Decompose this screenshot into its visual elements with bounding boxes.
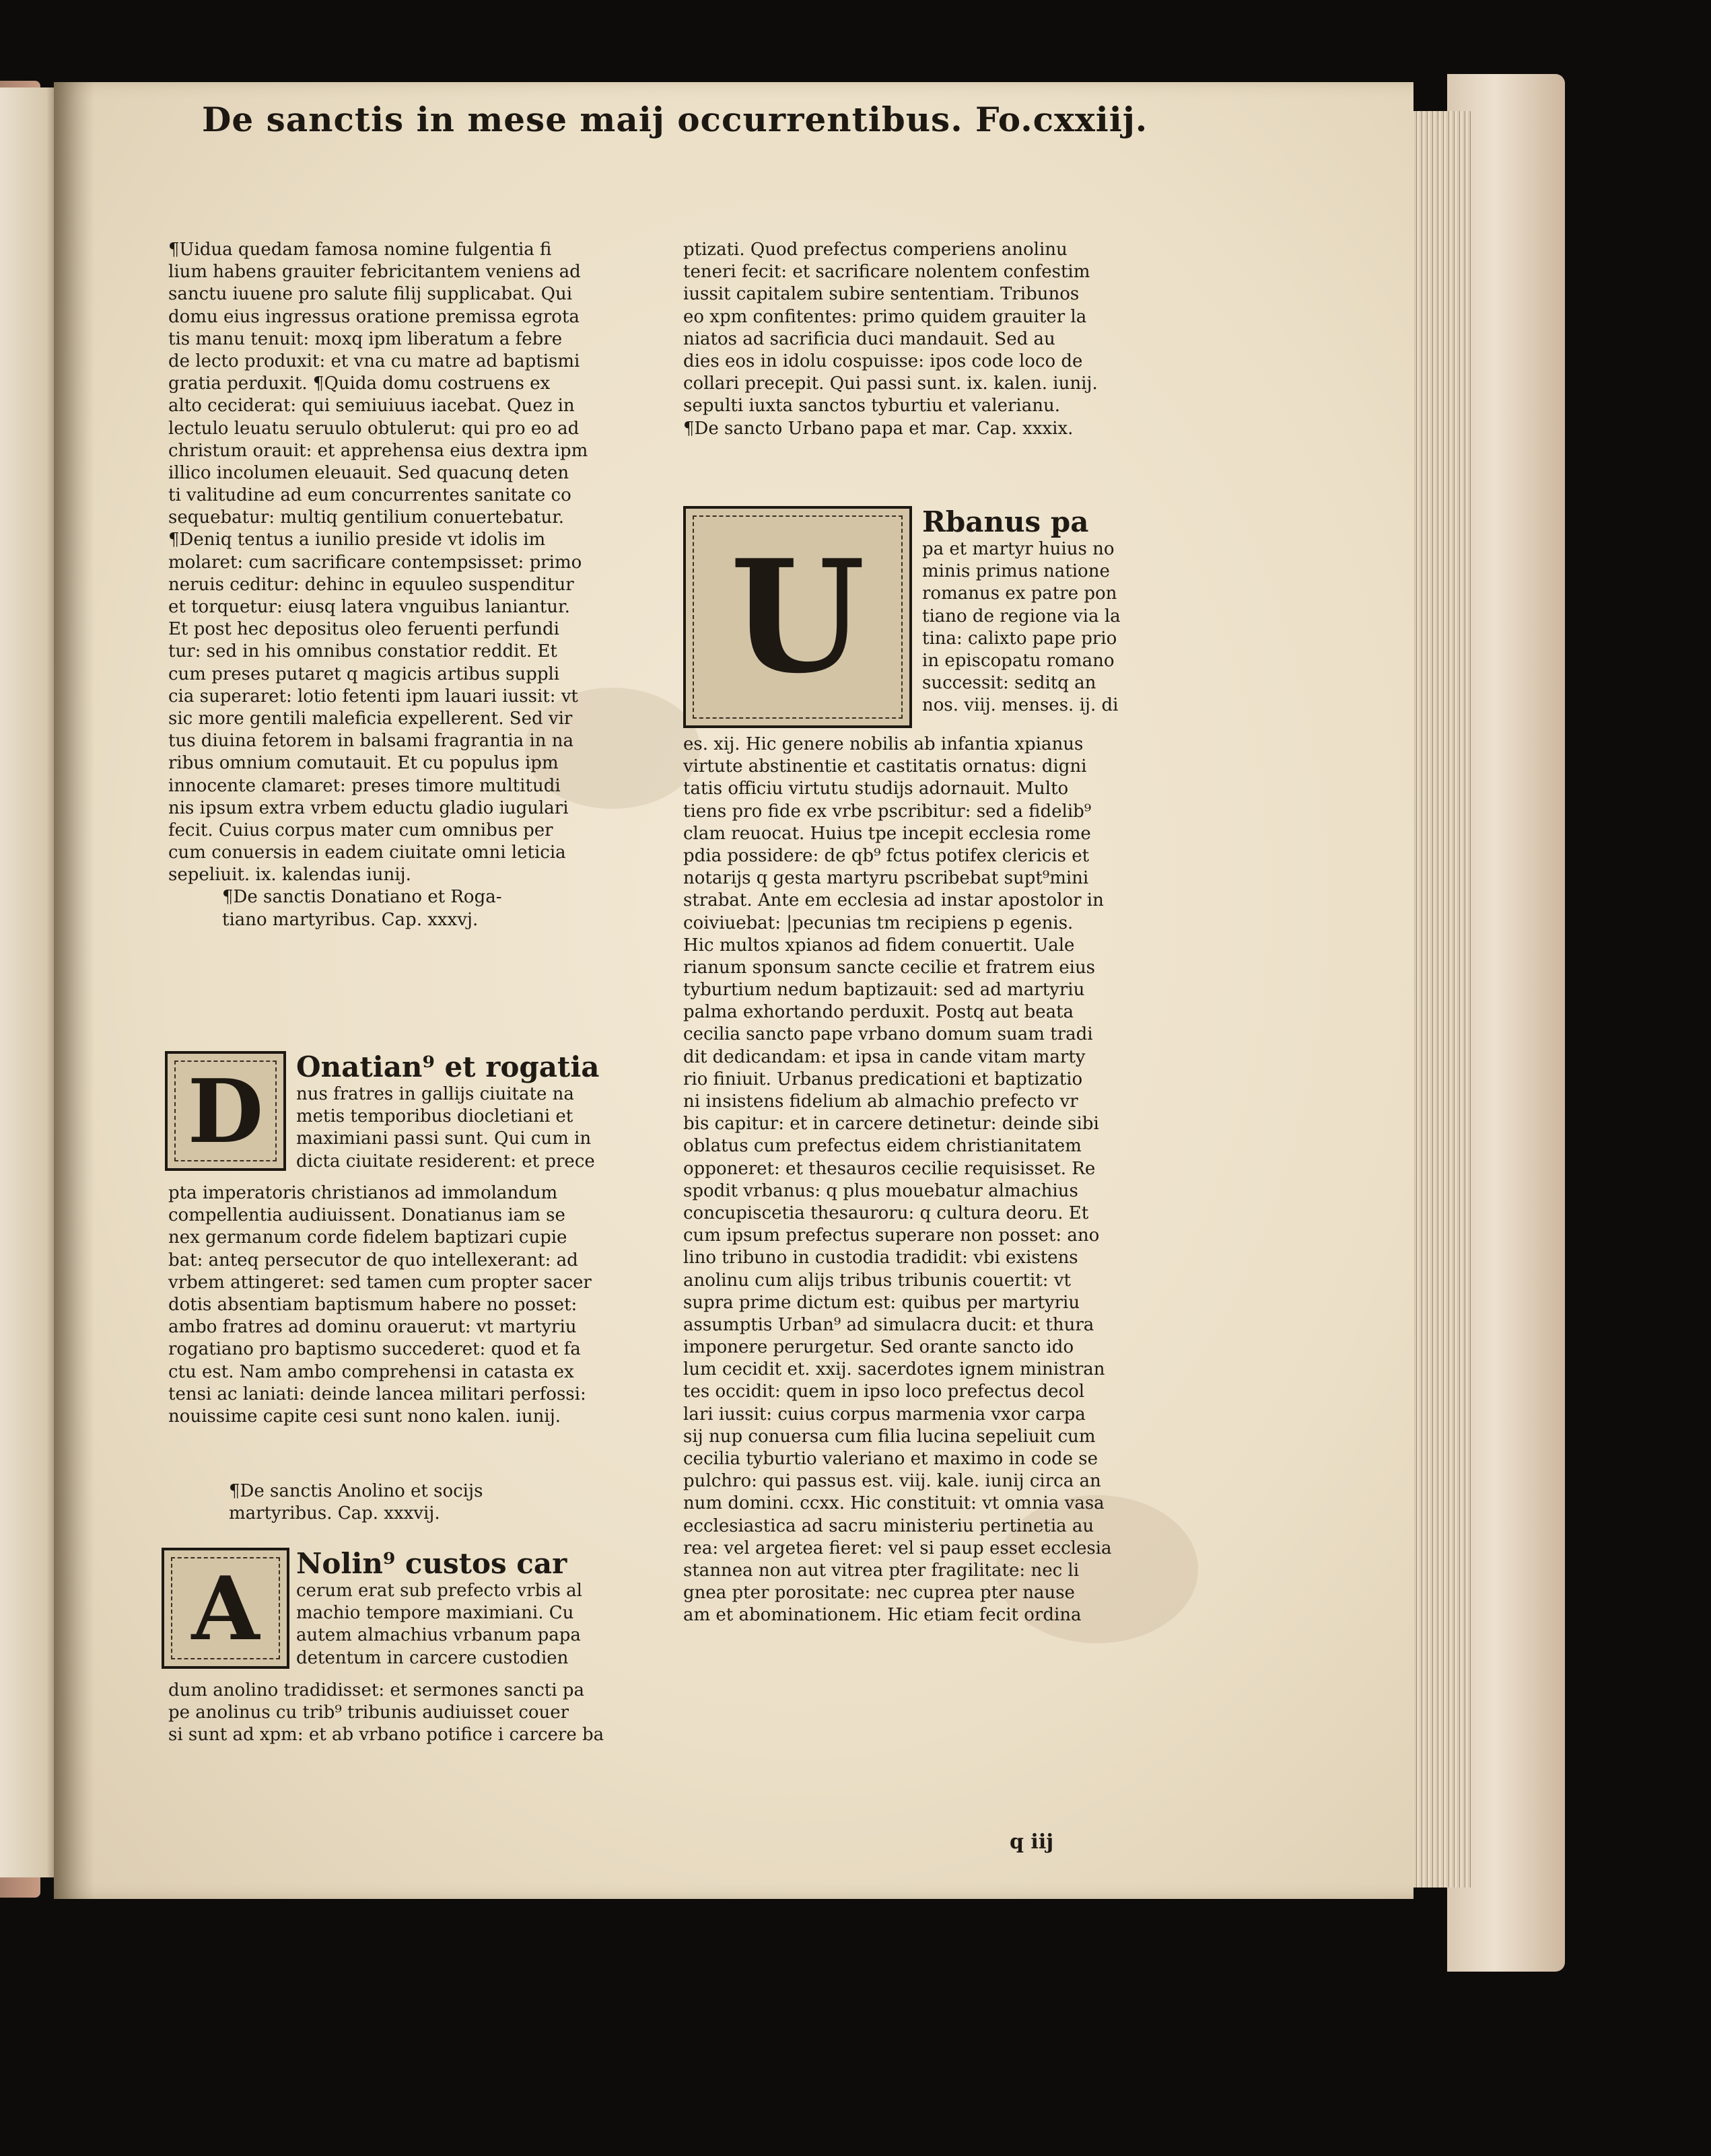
text-line: pulchro: qui passus est. viij. kale. iunij circa an (683, 1471, 1101, 1492)
text-line: detentum in carcere custodien (296, 1647, 569, 1668)
text-line: molaret: cum sacrificare contempsisset: primo (168, 552, 582, 573)
text-line: notarijs q gesta martyru pscribebat supt⁹mini (683, 868, 1089, 889)
urban-beside-text (922, 506, 1191, 717)
text-line: dotis absentiam baptismum habere no posset: (168, 1294, 578, 1315)
anolin-text (168, 1680, 666, 1754)
donatian-text (168, 1182, 666, 1431)
text-line: opponeret: et thesauros cecilie requisisset. Re (683, 1158, 1096, 1179)
text-line: rio finiuit. Urbanus predicationi et baptizatio (683, 1069, 1083, 1089)
text-line: nouissime capite cesi sunt nono kalen. iunij. (168, 1406, 561, 1427)
text-line: metis temporibus diocletiani et (296, 1106, 573, 1127)
text-line: pa et martyr huius no (922, 539, 1115, 559)
chapter-heading-anolin: ¶De sanctis Anolino et socijs (229, 1481, 483, 1501)
text-line: assumptis Urban⁹ ad simulacra ducit: et thura (683, 1314, 1094, 1335)
text-line: romanus ex patre pon (922, 583, 1117, 604)
decorated-initial-d (165, 1051, 286, 1171)
text-line: nex germanum corde fidelem baptizari cupie (168, 1227, 567, 1248)
text-line: bat: anteq persecutor de quo intellexerant: ad (168, 1250, 578, 1270)
text-line: nus fratres in gallijs ciuitate na (296, 1084, 574, 1104)
text-line: cum ipsum prefectus superare non posset: ano (683, 1225, 1100, 1246)
left-page-edge (0, 87, 58, 1877)
text-line: sanctu iuuene pro salute filij supplicabat. Qui (168, 284, 573, 305)
text-line: tina: calixto pape prio (922, 628, 1117, 649)
text-line: sequebatur: multiq gentilium conuertebatur. (168, 507, 565, 528)
text-line: cerum erat sub prefecto vrbis al (296, 1581, 582, 1601)
chapter-heading-anolin-2: martyribus. Cap. xxxvij. (229, 1503, 440, 1524)
text-line: oblatus cum prefectus eidem christianitatem (683, 1136, 1082, 1157)
text-line: lari iussit: cuius corpus marmenia vxor carpa (683, 1404, 1086, 1425)
text-line: tus diuina fetorem in balsami fragrantia in na (168, 731, 574, 752)
text-line: tensi ac laniati: deinde lancea militari perfossi: (168, 1384, 586, 1404)
text-line: lectulo leuatu seruulo obtulerut: qui pro eo ad (168, 418, 580, 439)
text-line: palma exhortando perduxit. Postq aut beata (683, 1002, 1074, 1023)
text-line: autem almachius vrbanum papa (296, 1625, 581, 1646)
text-line: dum anolino tradidisset: et sermones sancti pa (168, 1680, 584, 1700)
text-line: successit: seditq an (922, 673, 1096, 694)
initial-letter: D (187, 1059, 264, 1163)
text-line: dit dedicandam: et ipsa in cande vitam marty (683, 1046, 1086, 1067)
text-line: tatis officiu virtutu studijs adornauit. Multo (683, 779, 1069, 799)
text-line: cecilia tyburtio valeriano et maximo in code se (683, 1449, 1098, 1469)
chapter-heading-donatian: ¶De sanctis Donatiano et Roga- (222, 887, 502, 908)
text-line: ctu est. Nam ambo comprehensi in catasta ex (168, 1361, 574, 1382)
text-line: maximiani passi sunt. Qui cum in (296, 1128, 592, 1149)
text-line: sepeliuit. ix. kalendas iunij. (168, 865, 411, 886)
text-line: vrbem attingeret: sed tamen cum propter sacer (168, 1272, 592, 1293)
text-line: minis primus natione (922, 561, 1110, 582)
text-line: eo xpm confitentes: primo quidem grauiter la (683, 306, 1087, 327)
text-line: stannea non aut vitrea pter fragilitate: nec li (683, 1560, 1080, 1581)
text-line: tiens pro fide ex vrbe pscribitur: sed a fidelib⁹ (683, 801, 1092, 822)
text-line: compellentia audiuissent. Donatianus iam se (168, 1205, 565, 1226)
text-line: ecclesiastica ad sacru ministeriu pertinetia au (683, 1515, 1094, 1536)
text-line: teneri fecit: et sacrificare nolentem confestim (683, 262, 1090, 283)
text-line: sij nup conuersa cum filia lucina sepeliuit cum (683, 1426, 1096, 1447)
text-line: ni insistens fidelium ab almachio prefecto vr (683, 1091, 1078, 1112)
text-line: ambo fratres ad dominu orauerut: vt martyriu (168, 1317, 577, 1338)
text-line: niatos ad sacrificia duci mandauit. Sed au (683, 328, 1055, 349)
page-gutter-shadow (54, 82, 94, 1899)
text-line: cum preses putaret q magicis artibus suppli (168, 663, 560, 684)
page-fore-edge (1403, 111, 1471, 1888)
text-line: ¶Uidua quedam famosa nomine fulgentia fi (168, 240, 552, 260)
text-line: lino tribuno in custodia tradidit: vbi existens (683, 1248, 1078, 1268)
right-column-top (683, 239, 1188, 468)
text-line: anolinu cum alijs tribus tribunis couertit: vt (683, 1270, 1071, 1291)
text-line: tur: sed in his omnibus constatior reddit. Et (168, 641, 557, 662)
text-line: neruis ceditur: dehinc in equuleo suspenditur (168, 574, 574, 595)
text-line: rogatiano pro baptismo succederet: quod et fa (168, 1339, 581, 1360)
text-line: pdia possidere: de qb⁹ fctus potifex clericis et (683, 845, 1090, 866)
text-line: cecilia sancto pape vrbano domum suam tradi (683, 1024, 1093, 1045)
text-line: lium habens grauiter febricitantem veniens ad (168, 262, 581, 283)
text-line: collari precepit. Qui passi sunt. ix. kalen. iunij. (683, 373, 1098, 394)
text-line: strabat. Ante em ecclesia ad instar apostolor in (683, 890, 1104, 911)
text-line: christum orauit: et apprehensa eius dextra ipm (168, 440, 588, 461)
text-line: tyburtium nedum baptizauit: sed ad martyriu (683, 980, 1085, 1001)
text-line: ribus omnium comutauit. Et cu populus ipm (168, 753, 559, 774)
text-line: fecit. Cuius corpus mater cum omnibus per (168, 820, 553, 840)
anolin-beside-text (296, 1548, 673, 1669)
text-line: bis capitur: et in carcere detinetur: deinde sibi (683, 1114, 1099, 1135)
text-line: coiviuebat: |pecunias tm recipiens p egenis. (683, 912, 1074, 933)
initial-letter: U (730, 526, 866, 708)
text-line: in episcopatu romano (922, 650, 1115, 671)
text-line: machio tempore maximiani. Cu (296, 1603, 574, 1624)
text-line: et torquetur: eiusq latera vnguibus laniantur. (168, 597, 570, 617)
text-line: illico incolumen eleuauit. Sed quacunq deten (168, 462, 569, 483)
chapter-heading-anolin-block (168, 1480, 666, 1534)
signature-mark: q iij (1010, 1830, 1054, 1854)
left-column-text (168, 239, 666, 886)
text-line: pta imperatoris christianos ad immolandum (168, 1183, 558, 1203)
text-line: sic more gentili maleficia expellerent. Sed vir (168, 708, 573, 729)
text-line: domu eius ingressus oratione premissa egrota (168, 306, 580, 327)
text-line: tis manu tenuit: moxq ipm liberatum a febre (168, 328, 563, 349)
text-line: nos. viij. menses. ij. di (922, 695, 1119, 716)
text-line: Et post hec depositus oleo feruenti perfundi (168, 619, 559, 640)
page-header: De sanctis in mese maij occurrentibus. Fo.cxxiij. (202, 100, 1148, 139)
text-line: pe anolinus cu trib⁹ tribunis audiuisset couer (168, 1702, 569, 1723)
text-line: virtute abstinentie et castitatis ornatus: digni (683, 756, 1087, 777)
text-line: gratia perduxit. ¶Quida domu costruens ex (168, 373, 551, 394)
text-line: iussit capitalem subire sententiam. Tribunos (683, 284, 1080, 305)
text-line: innocente clamaret: preses timore multitudi (168, 775, 561, 796)
text-line: am et abominationem. Hic etiam fecit ordina (683, 1605, 1082, 1626)
urban-first-line: Rbanus pa (922, 506, 1089, 538)
text-line: imponere perurgetur. Sed orante sancto ido (683, 1337, 1074, 1358)
text-line: Hic multos xpianos ad fidem conuertit. Uale (683, 935, 1075, 956)
text-line: dies eos in idolu cospuisse: ipos code loco de (683, 351, 1083, 371)
text-line: ¶Deniq tentus a iunilio preside vt idolis im (168, 530, 546, 550)
text-line: si sunt ad xpm: et ab vrbano potifice i carcere ba (168, 1725, 604, 1746)
text-line: cum conuersis in eadem ciuitate omni leticia (168, 842, 566, 863)
text-line: tiano de regione via la (922, 606, 1121, 626)
text-line: sepulti iuxta sanctos tyburtiu et valerianu. (683, 396, 1060, 417)
text-line: de lecto produxit: et vna cu matre ad baptismi (168, 351, 580, 371)
initial-letter: A (191, 1556, 260, 1660)
donatian-beside-text (296, 1051, 673, 1173)
text-line: spodit vrbanus: q plus mouebatur almachius (683, 1180, 1078, 1201)
urban-text (683, 733, 1188, 1824)
text-line: tes occidit: quem in ipso loco prefectus decol (683, 1381, 1085, 1402)
text-line: ptizati. Quod prefectus comperiens anolinu (683, 240, 1068, 260)
chapter-heading-urban: ¶De sancto Urbano papa et mar. Cap. xxxix. (683, 418, 1074, 439)
text-line: supra prime dictum est: quibus per martyriu (683, 1292, 1080, 1313)
decorated-initial-u (683, 506, 912, 728)
text-line: num domini. ccxx. Hic constituit: vt omnia vasa (683, 1493, 1105, 1514)
text-line: rianum sponsum sancte cecilie et fratrem eius (683, 957, 1096, 978)
text-line: dicta ciuitate residerent: et prece (296, 1151, 595, 1172)
decorated-initial-a (162, 1548, 289, 1669)
text-line: concupiscetia thesauroru: q cultura deoru. Et (683, 1202, 1089, 1223)
chapter-heading-donatian-2: tiano martyribus. Cap. xxxvj. (222, 909, 479, 930)
text-line: ti valitudine ad eum concurrentes sanitate co (168, 485, 571, 506)
text-line: es. xij. Hic genere nobilis ab infantia xpianus (683, 734, 1084, 754)
text-line: clam reuocat. Huius tpe incepit ecclesia rome (683, 823, 1091, 844)
text-line: nis ipsum extra vrbem eductu gladio iugulari (168, 797, 569, 818)
text-line: alto ceciderat: qui semiuiuus iacebat. Quez in (168, 396, 575, 417)
text-line: rea: vel argetea fieret: vel si paup esset ecclesia (683, 1538, 1112, 1558)
text-line: gnea pter porositate: nec cuprea pter nause (683, 1583, 1075, 1604)
text-line: lum cecidit et. xxij. sacerdotes ignem ministran (683, 1359, 1105, 1380)
anolin-first-line: Nolin⁹ custos car (296, 1548, 567, 1580)
text-line: cia superaret: lotio fetenti ipm lauari iussit: vt (168, 686, 578, 707)
donatian-first-line: Onatian⁹ et rogatia (296, 1051, 600, 1083)
